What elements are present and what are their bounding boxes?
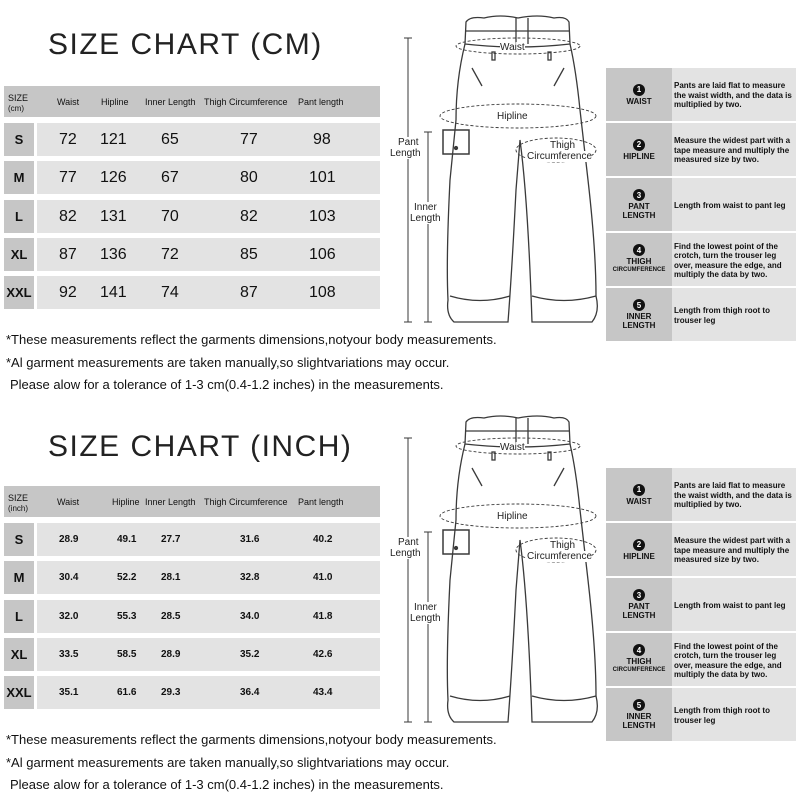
step-badge: 3 bbox=[633, 589, 645, 601]
hipline-value: 55.3 bbox=[117, 611, 137, 622]
hipline-value: 131 bbox=[100, 208, 127, 225]
column-header: Thigh Circumference bbox=[204, 97, 288, 107]
size-header: SIZE bbox=[8, 493, 29, 503]
instruction-waist bbox=[606, 68, 796, 121]
note-text: *These measurements reflect the garments dimensions,notyour body measurements. bbox=[6, 332, 497, 347]
thigh-value: 36.4 bbox=[240, 687, 260, 698]
pants-diagram bbox=[388, 400, 608, 800]
size-label: XXL bbox=[4, 676, 34, 709]
unit-header: (inch) bbox=[8, 504, 29, 513]
pant-length-value: 41.8 bbox=[313, 611, 333, 622]
thigh-value: 32.8 bbox=[240, 572, 260, 583]
pant-label: Pant bbox=[398, 137, 419, 148]
step-description: Measure the widest part with a tape measure and multiply the measured size by two. bbox=[672, 523, 796, 576]
step-badge: 3 bbox=[633, 189, 645, 201]
size-chart-inch bbox=[0, 400, 800, 800]
thigh-value: 87 bbox=[240, 284, 258, 301]
size-label: L bbox=[4, 600, 34, 633]
pant-length-value: 41.0 bbox=[313, 572, 333, 583]
step-name: THIGH bbox=[626, 657, 652, 666]
column-header: Inner Length bbox=[145, 97, 196, 107]
step-description: Pants are laid flat to measure the waist width, and the data is multiplied by two. bbox=[672, 68, 796, 121]
step-name: PANT bbox=[628, 202, 650, 211]
inner-length-value: 28.9 bbox=[161, 649, 181, 660]
circumference-label: Circumference bbox=[527, 151, 593, 162]
inner-length-value: 72 bbox=[161, 246, 179, 263]
step-description: Measure the widest part with a tape measure and multiply the measured size by two. bbox=[672, 123, 796, 176]
column-header: Waist bbox=[57, 497, 80, 507]
instruction-thigh bbox=[606, 633, 796, 686]
size-label: XL bbox=[4, 638, 34, 671]
inner-length-value: 65 bbox=[161, 131, 179, 148]
pants-outline bbox=[447, 444, 597, 722]
pants-illustration bbox=[388, 400, 608, 800]
thigh-value: 85 bbox=[240, 246, 258, 263]
size-label: M bbox=[4, 561, 34, 594]
step-name: CIRCUMFERENCE bbox=[612, 267, 666, 273]
inner-length-value: 29.3 bbox=[161, 687, 181, 698]
table-header bbox=[4, 486, 380, 517]
step-name: PANT bbox=[628, 602, 650, 611]
step-description: Pants are laid flat to measure the waist width, and the data is multiplied by two. bbox=[672, 468, 796, 521]
waist-value: 92 bbox=[59, 284, 77, 301]
instruction-thigh bbox=[606, 233, 796, 286]
cargo-pocket-shape bbox=[443, 130, 469, 154]
table-row bbox=[4, 523, 380, 556]
thigh-value: 80 bbox=[240, 169, 258, 186]
waist-value: 77 bbox=[59, 169, 77, 186]
hipline-value: 141 bbox=[100, 284, 127, 301]
thigh-value: 77 bbox=[240, 131, 258, 148]
table-row bbox=[4, 600, 380, 633]
hipline-value: 136 bbox=[100, 246, 127, 263]
length-label: Length bbox=[390, 548, 421, 559]
thigh-value: 31.6 bbox=[240, 534, 260, 545]
size-label: L bbox=[4, 200, 34, 233]
thigh-value: 82 bbox=[240, 208, 258, 225]
column-header: Waist bbox=[57, 97, 80, 107]
step-name: HIPLINE bbox=[623, 551, 655, 561]
size-header: SIZE bbox=[8, 93, 29, 103]
pant-length-value: 43.4 bbox=[313, 687, 333, 698]
pants-illustration bbox=[388, 0, 608, 400]
table-row bbox=[4, 123, 380, 156]
step-name: LENGTH bbox=[622, 321, 656, 330]
inner-length-value: 74 bbox=[161, 284, 179, 301]
pant-label: Pant bbox=[398, 537, 419, 548]
note-text: Please alow for a tolerance of 1-3 cm(0.4-1.2 inches) in the measurements. bbox=[10, 377, 444, 392]
step-name: WAIST bbox=[626, 96, 652, 106]
step-badge: 4 bbox=[633, 644, 645, 656]
step-badge: 1 bbox=[633, 84, 645, 96]
table-row bbox=[4, 638, 380, 671]
table-row bbox=[4, 561, 380, 594]
instruction-pant-length bbox=[606, 178, 796, 231]
hipline-label: Hipline bbox=[497, 111, 528, 122]
step-name: LENGTH bbox=[622, 211, 656, 220]
waist-value: 87 bbox=[59, 246, 77, 263]
length-label: Length bbox=[410, 213, 441, 224]
column-header: Hipline bbox=[101, 97, 129, 107]
pant-length-value: 98 bbox=[313, 131, 331, 148]
table-row bbox=[4, 676, 380, 709]
waist-value: 28.9 bbox=[59, 534, 79, 545]
instruction-waist bbox=[606, 468, 796, 521]
cargo-pocket-shape bbox=[443, 530, 469, 554]
column-header: Hipline bbox=[112, 497, 140, 507]
step-name: THIGH bbox=[626, 257, 652, 266]
pants-diagram bbox=[388, 0, 608, 400]
table-row bbox=[4, 276, 380, 309]
hipline-value: 58.5 bbox=[117, 649, 137, 660]
table-header bbox=[4, 86, 380, 117]
inner-length-value: 67 bbox=[161, 169, 179, 186]
step-description: Length from waist to pant leg bbox=[672, 578, 796, 631]
note-text: *Al garment measurements are taken manually,so slightvariations may occur. bbox=[6, 755, 450, 770]
page-title: SIZE CHART (INCH) bbox=[48, 430, 353, 463]
pant-length-value: 40.2 bbox=[313, 534, 333, 545]
step-description: Length from thigh root to trouser leg bbox=[672, 288, 796, 341]
waist-value: 32.0 bbox=[59, 611, 79, 622]
size-label: S bbox=[4, 523, 34, 556]
instruction-hipline bbox=[606, 523, 796, 576]
hipline-value: 126 bbox=[100, 169, 127, 186]
inner-length-value: 70 bbox=[161, 208, 179, 225]
inner-length-value: 27.7 bbox=[161, 534, 181, 545]
instruction-inner-length bbox=[606, 288, 796, 341]
hipline-label: Hipline bbox=[497, 511, 528, 522]
pant-length-value: 106 bbox=[309, 246, 336, 263]
instruction-inner-length bbox=[606, 688, 796, 741]
note-text: *Al garment measurements are taken manually,so slightvariations may occur. bbox=[6, 355, 450, 370]
thigh-value: 34.0 bbox=[240, 611, 260, 622]
table-row bbox=[4, 200, 380, 233]
hipline-value: 52.2 bbox=[117, 572, 137, 583]
column-header: Inner Length bbox=[145, 497, 196, 507]
size-label: M bbox=[4, 161, 34, 194]
note-text: Please alow for a tolerance of 1-3 cm(0.4-1.2 inches) in the measurements. bbox=[10, 777, 444, 792]
step-badge: 4 bbox=[633, 244, 645, 256]
page-title: SIZE CHART (CM) bbox=[48, 28, 323, 61]
step-description: Length from thigh root to trouser leg bbox=[672, 688, 796, 741]
step-badge: 1 bbox=[633, 484, 645, 496]
note-text: *These measurements reflect the garments dimensions,notyour body measurements. bbox=[6, 732, 497, 747]
table-row bbox=[4, 238, 380, 271]
thigh-value: 35.2 bbox=[240, 649, 260, 660]
step-name: HIPLINE bbox=[623, 151, 655, 161]
pants-outline bbox=[447, 44, 597, 322]
length-label: Length bbox=[410, 613, 441, 624]
waist-value: 82 bbox=[59, 208, 77, 225]
step-badge: 2 bbox=[633, 539, 645, 551]
column-header: Pant length bbox=[298, 497, 344, 507]
column-header: Pant length bbox=[298, 97, 344, 107]
instruction-pant-length bbox=[606, 578, 796, 631]
step-badge: 5 bbox=[633, 699, 645, 711]
waist-value: 33.5 bbox=[59, 649, 79, 660]
step-name: CIRCUMFERENCE bbox=[612, 667, 666, 673]
size-label: S bbox=[4, 123, 34, 156]
thigh-label: Thigh bbox=[550, 140, 576, 151]
size-label: XXL bbox=[4, 276, 34, 309]
inner-length-value: 28.1 bbox=[161, 572, 181, 583]
waist-value: 72 bbox=[59, 131, 77, 148]
step-badge: 2 bbox=[633, 139, 645, 151]
unit-header: (cm) bbox=[8, 104, 24, 113]
pant-length-value: 108 bbox=[309, 284, 336, 301]
waist-value: 35.1 bbox=[59, 687, 79, 698]
table-row bbox=[4, 161, 380, 194]
inner-label: Inner bbox=[414, 202, 437, 213]
length-label: Length bbox=[390, 148, 421, 159]
hipline-value: 61.6 bbox=[117, 687, 137, 698]
pant-length-value: 101 bbox=[309, 169, 336, 186]
step-name: LENGTH bbox=[622, 611, 656, 620]
step-description: Find the lowest point of the crotch, turn the trouser leg over, measure the edge, and multiply the data by two. bbox=[672, 633, 796, 686]
waist-value: 30.4 bbox=[59, 572, 79, 583]
waist-label: Waist bbox=[500, 42, 525, 53]
pant-length-value: 103 bbox=[309, 208, 336, 225]
step-name: WAIST bbox=[626, 496, 652, 506]
column-header: Thigh Circumference bbox=[204, 497, 288, 507]
instruction-hipline bbox=[606, 123, 796, 176]
step-badge: 5 bbox=[633, 299, 645, 311]
step-name: LENGTH bbox=[622, 721, 656, 730]
step-name: INNER bbox=[626, 312, 652, 321]
size-chart-cm bbox=[0, 0, 800, 400]
thigh-label: Thigh bbox=[550, 540, 576, 551]
hipline-value: 49.1 bbox=[117, 534, 137, 545]
inner-label: Inner bbox=[414, 602, 437, 613]
step-description: Length from waist to pant leg bbox=[672, 178, 796, 231]
step-name: INNER bbox=[626, 712, 652, 721]
inner-length-value: 28.5 bbox=[161, 611, 181, 622]
step-description: Find the lowest point of the crotch, turn the trouser leg over, measure the edge, and multiply the data by two. bbox=[672, 233, 796, 286]
size-label: XL bbox=[4, 238, 34, 271]
circumference-label: Circumference bbox=[527, 551, 593, 562]
waist-label: Waist bbox=[500, 442, 525, 453]
hipline-value: 121 bbox=[100, 131, 127, 148]
pant-length-value: 42.6 bbox=[313, 649, 333, 660]
